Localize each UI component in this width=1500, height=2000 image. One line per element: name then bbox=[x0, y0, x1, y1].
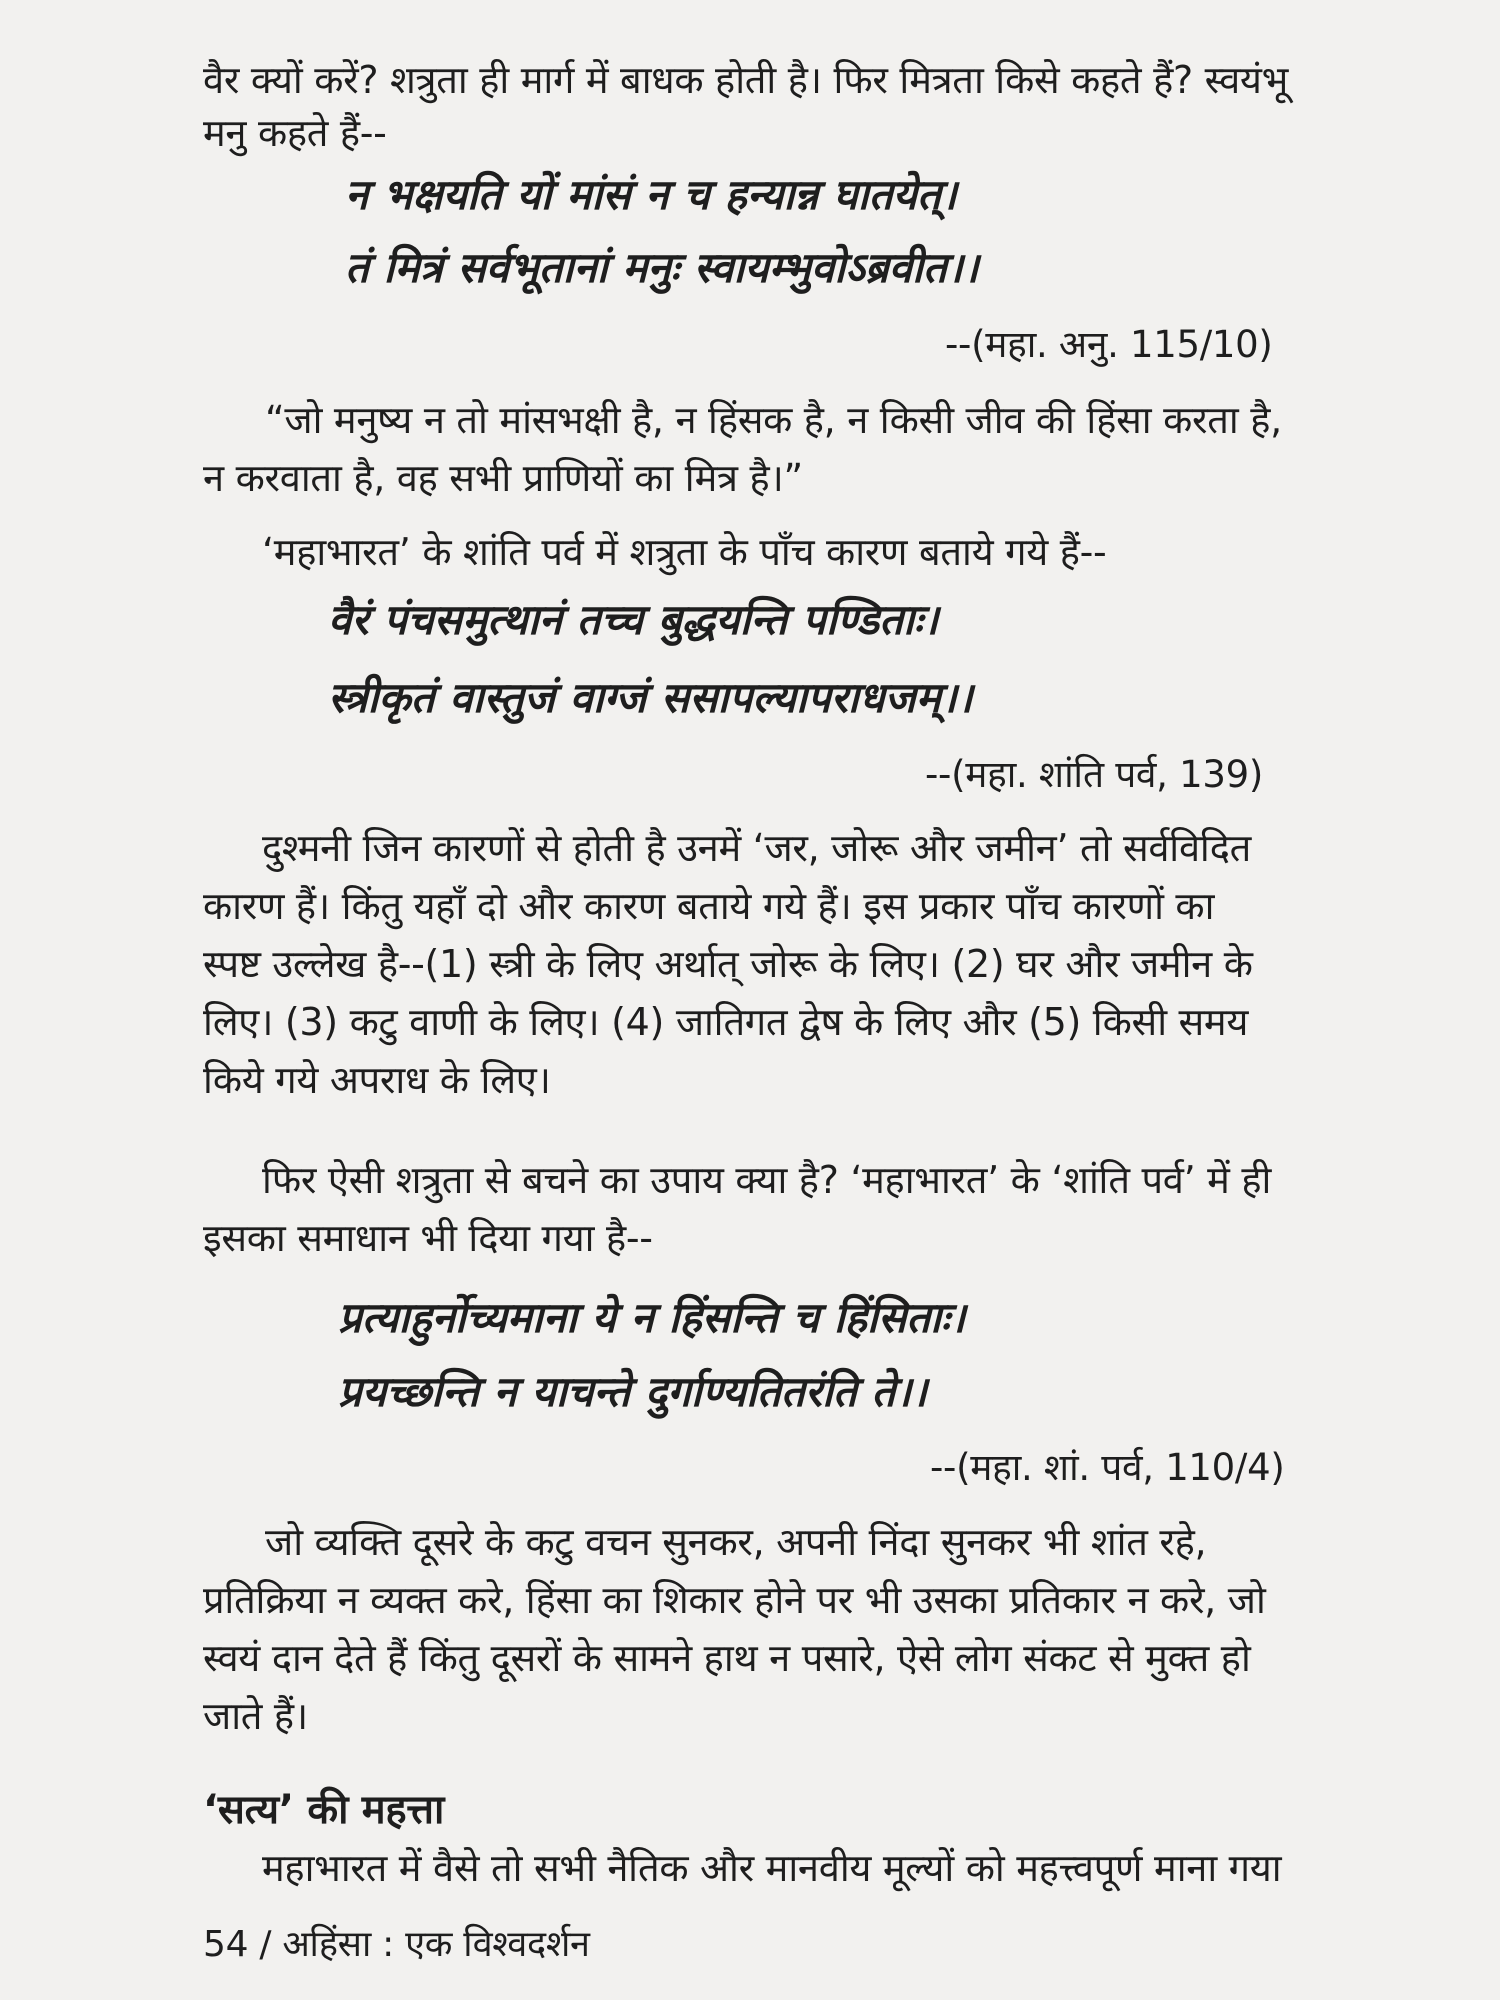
verse3-line2: प्रयच्छन्ति न याचन्ते दुर्गाण्यतितरंति ते।। bbox=[338, 1367, 928, 1416]
page-footer: 54 / अहिंसा : एक विश्वदर्शन bbox=[203, 1924, 590, 1965]
para3-line1: ‘महाभारत’ के शांति पर्व में शत्रुता के पाँच कारण बताये गये हैं-- bbox=[262, 530, 1107, 574]
para2-line1: “जो मनुष्य न तो मांसभक्षी है, न हिंसक है, न किसी जीव की हिंसा करता है, bbox=[265, 398, 1282, 442]
para4-line1: दुश्मनी जिन कारणों से होती है उनमें ‘जर, जोरू और जमीन’ तो सर्वविदित bbox=[262, 826, 1251, 870]
para6-line3: स्वयं दान देते हैं किंतु दूसरों के सामने हाथ न पसारे, ऐसे लोग संकट से मुक्त हो bbox=[203, 1636, 1251, 1680]
para4-line2: कारण हैं। किंतु यहाँ दो और कारण बताये गये हैं। इस प्रकार पाँच कारणों का bbox=[203, 884, 1215, 928]
para2-line2: न करवाता है, वह सभी प्राणियों का मित्र है।” bbox=[203, 456, 803, 500]
verse3-citation: --(महा. शां. पर्व, 110/4) bbox=[930, 1446, 1285, 1489]
verse1-line1: न भक्षयति यों मांसं न च हन्यान्न घातयेत्। bbox=[345, 170, 957, 219]
para6-line4: जाते हैं। bbox=[203, 1694, 308, 1738]
para4-line5: किये गये अपराध के लिए। bbox=[203, 1058, 551, 1102]
para6-line1: जो व्यक्ति दूसरे के कटु वचन सुनकर, अपनी निंदा सुनकर भी शांत रहे, bbox=[265, 1520, 1207, 1564]
verse1-citation: --(महा. अनु. 115/10) bbox=[945, 323, 1273, 366]
verse2-line2: स्त्रीकृतं वास्तुजं वाग्जं ससापल्यापराधजम्।। bbox=[328, 673, 973, 722]
section-line1: महाभारत में वैसे तो सभी नैतिक और मानवीय मूल्यों को महत्त्वपूर्ण माना गया bbox=[262, 1846, 1282, 1890]
para4-line4: लिए। (3) कटु वाणी के लिए। (4) जातिगत द्वेष के लिए और (5) किसी समय bbox=[203, 1000, 1249, 1044]
para1-line2: मनु कहते हैं-- bbox=[203, 111, 387, 155]
para6-line2: प्रतिक्रिया न व्यक्त करे, हिंसा का शिकार होने पर भी उसका प्रतिकार न करे, जो bbox=[203, 1578, 1266, 1622]
para5-line1: फिर ऐसी शत्रुता से बचने का उपाय क्या है? ‘महाभारत’ के ‘शांति पर्व’ में ही bbox=[262, 1158, 1272, 1202]
section-heading: ‘सत्य’ की महत्ता bbox=[203, 1787, 445, 1833]
verse2-line1: वैरं पंचसमुत्थानं तच्च बुद्धयन्ति पण्डिताः। bbox=[328, 595, 939, 644]
verse1-line2: तं मित्रं सर्वभूतानां मनुः स्वायम्भुवोऽब्रवीत।। bbox=[345, 243, 979, 292]
para4-line3: स्पष्ट उल्लेख है--(1) स्त्री के लिए अर्थात् जोरू के लिए। (2) घर और जमीन के bbox=[203, 942, 1253, 986]
para5-line2: इसका समाधान भी दिया गया है-- bbox=[203, 1216, 653, 1260]
para1-line1: वैर क्यों करें? शत्रुता ही मार्ग में बाधक होती है। फिर मित्रता किसे कहते हैं? स्वयंभू bbox=[203, 58, 1289, 102]
verse2-citation: --(महा. शांति पर्व, 139) bbox=[925, 753, 1263, 796]
verse3-line1: प्रत्याहुर्नोच्यमाना ये न हिंसन्ति च हिंसिताः। bbox=[338, 1293, 966, 1342]
